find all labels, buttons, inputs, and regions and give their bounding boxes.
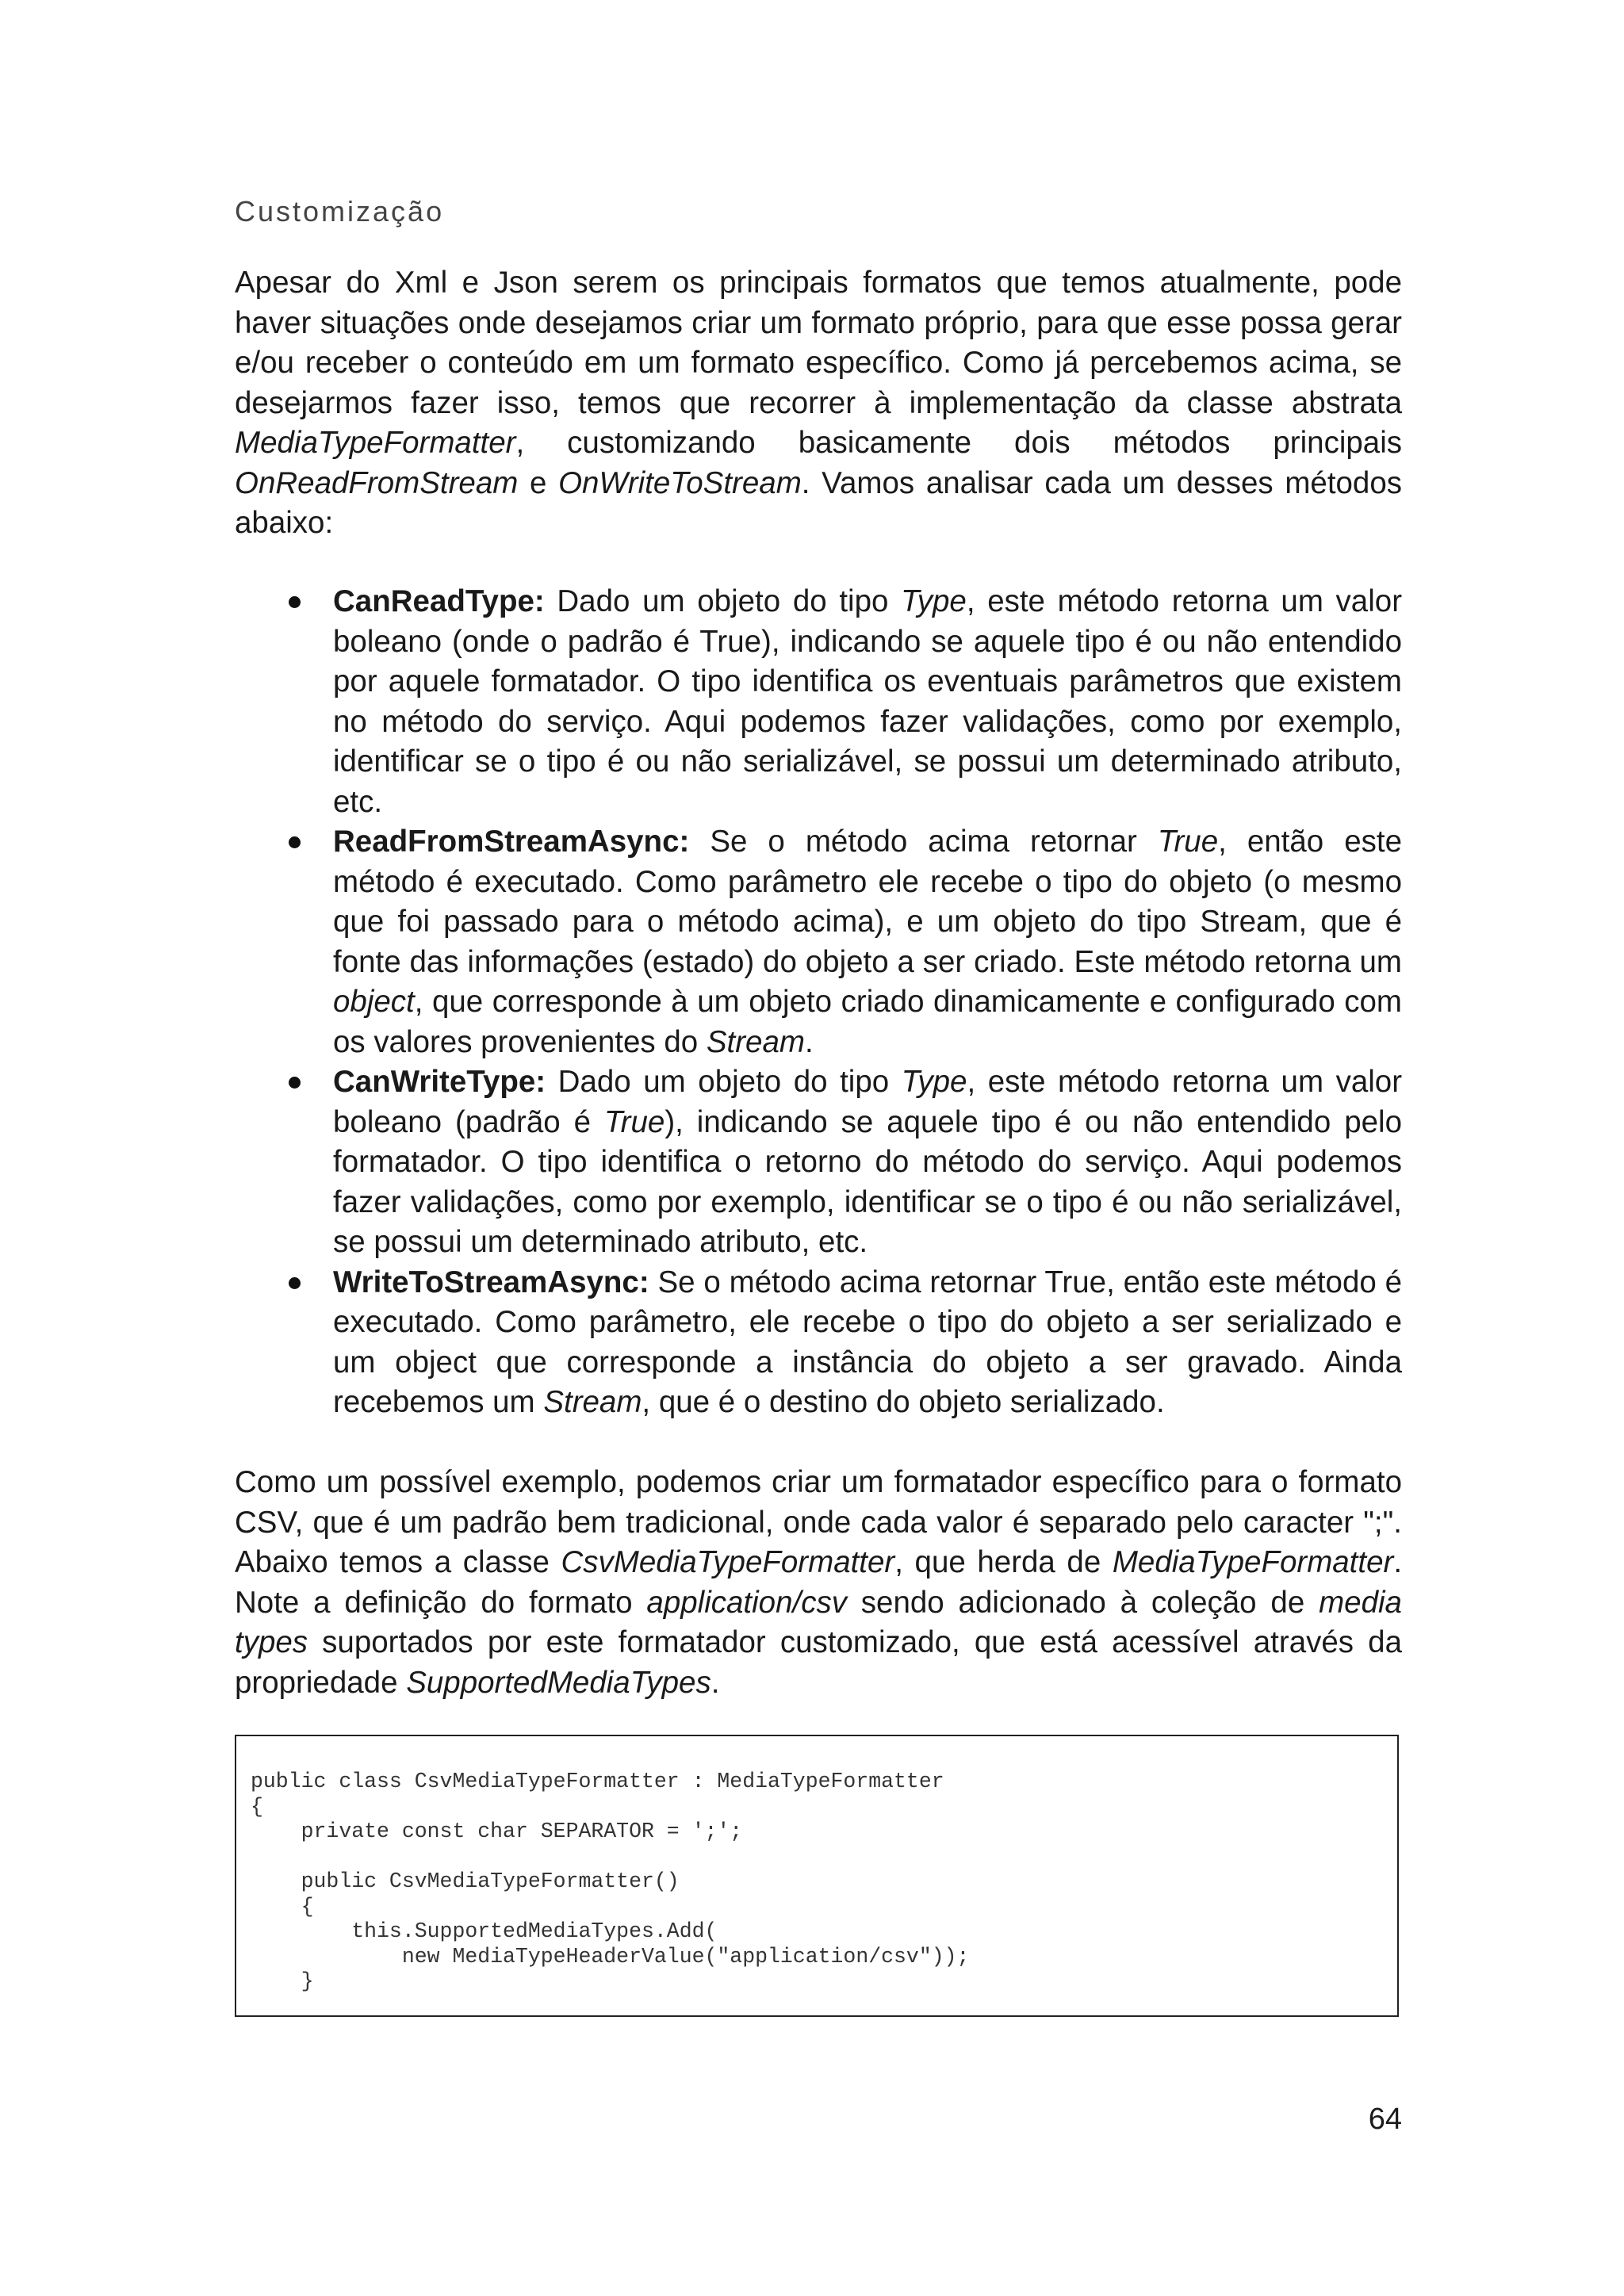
example-text: sendo adicionado à coleção de <box>846 1585 1320 1620</box>
example-text: Como um possível exemplo, podemos criar um formatador específico para o formato CSV, que é um padrão bem tradicional, onde cada valor é separado pelo caracter ";". Abaixo temos a classe <box>235 1465 1402 1579</box>
method-name: ReadFromStreamAsync: <box>333 825 690 859</box>
bullet-icon <box>289 1277 301 1289</box>
code-line: private const char SEPARATOR = ';'; <box>251 1820 743 1843</box>
bullet-icon <box>289 1077 301 1089</box>
intro-term: OnWriteToStream <box>558 465 802 500</box>
method-term: True <box>604 1104 665 1139</box>
method-text: Dado um objeto do tipo <box>544 584 902 618</box>
method-text: , que corresponde à um objeto criado dinamicamente e configurado com os valores provenientes do <box>333 985 1402 1059</box>
code-block <box>235 1735 1399 2017</box>
example-text: . Note a definição do formato <box>235 1545 1403 1620</box>
method-term: Stream <box>543 1385 642 1419</box>
intro-text: e <box>518 465 559 500</box>
code-line: new MediaTypeHeaderValue("application/csv")); <box>251 1944 970 1969</box>
method-text: Se o método acima retornar True, então este método é executado. Como parâmetro, ele recebe o tipo do objeto a ser serializado e um object que corresponde a instância do objeto a ser gravado. Ainda recebemos um <box>333 1265 1402 1419</box>
page-number: 64 <box>1368 2103 1402 2136</box>
example-text: . <box>710 1665 720 1700</box>
method-name: CanReadType: <box>333 584 545 618</box>
method-name: WriteToStreamAsync: <box>333 1265 649 1299</box>
example-term: MediaTypeFormatter <box>1112 1545 1394 1579</box>
list-item <box>235 822 1402 1062</box>
example-term: application/csv <box>646 1585 847 1620</box>
example-paragraph <box>235 1463 1402 1703</box>
intro-term: MediaTypeFormatter <box>235 426 516 460</box>
method-name: CanWriteType: <box>333 1065 546 1099</box>
code-line: public class CsvMediaTypeFormatter : MediaTypeFormatter <box>251 1770 944 1793</box>
intro-term: OnReadFromStream <box>235 465 519 500</box>
method-text: . <box>804 1024 814 1059</box>
intro-text: Apesar do Xml e Json serem os principais formatos que temos atualmente, pode haver situações onde desejamos criar um formato próprio, para que esse possa gerar e/ou receber o conteúdo em um formato específico. Como já percebemos acima, se desejarmos fazer isso, temos que recorrer à implementação da classe abstrata <box>235 266 1402 420</box>
example-text: , que herda de <box>894 1545 1113 1579</box>
intro-text: . Vamos analisar cada um desses métodos abaixo: <box>235 465 1402 540</box>
example-term: SupportedMediaTypes <box>406 1665 711 1700</box>
method-text: Dado um objeto do tipo <box>546 1065 902 1099</box>
intro-text: , customizando basicamente dois métodos principais <box>515 426 1402 460</box>
code-line: } <box>251 1969 314 1993</box>
method-text: , então este método é executado. Como parâmetro ele recebe o tipo do objeto (o mesmo que foi passado para o método acima), e um objeto do tipo Stream, que é fonte das informações (estado) do objeto a ser criado. Este método retorna um <box>333 825 1402 979</box>
list-item <box>235 582 1402 822</box>
method-term: object <box>333 985 415 1019</box>
bullet-icon <box>289 836 301 848</box>
method-term: Stream <box>706 1024 805 1059</box>
intro-paragraph <box>235 263 1402 544</box>
example-text: suportados por este formatador customizado, que está acessível através da propriedade <box>235 1625 1402 1700</box>
code-line: { <box>251 1894 314 1919</box>
code-line: { <box>251 1794 263 1819</box>
bullet-icon <box>289 596 301 608</box>
method-text: Se o método acima retornar <box>689 825 1158 859</box>
document-page <box>235 0 1402 2296</box>
method-term: True <box>1157 825 1219 859</box>
example-term: media types <box>235 1585 1402 1659</box>
method-text: , este método retorna um valor boleano (padrão é <box>333 1065 1403 1139</box>
method-text: , que é o destino do objeto serializado. <box>642 1385 1165 1419</box>
method-text: ), indicando se aquele tipo é ou não entendido pelo formatador. O tipo identifica o retorno do método do serviço. Aqui podemos fazer validações, como por exemplo, identificar se o tipo é ou não serializável, se possui um determinado atributo, etc. <box>333 1104 1403 1259</box>
methods-list <box>235 582 1402 1423</box>
code-line: this.SupportedMediaTypes.Add( <box>251 1919 718 1943</box>
code-line: public CsvMediaTypeFormatter() <box>251 1869 680 1893</box>
code-line <box>251 1845 1383 1870</box>
method-term: Type <box>901 1065 967 1099</box>
list-item <box>235 1062 1402 1263</box>
section-title: Customização <box>235 195 445 228</box>
method-text: , este método retorna um valor boleano (onde o padrão é True), indicando se aquele tipo é ou não entendido por aquele formatador. O tipo identifica os eventuais parâmetros que existem no método do serviço. Aqui podemos fazer validações, como por exemplo, identificar se o tipo é ou não serializável, se possui um determinado atributo, etc. <box>333 584 1403 819</box>
list-item <box>235 1263 1402 1423</box>
method-term: Type <box>901 584 967 618</box>
example-term: CsvMediaTypeFormatter <box>561 1545 895 1579</box>
